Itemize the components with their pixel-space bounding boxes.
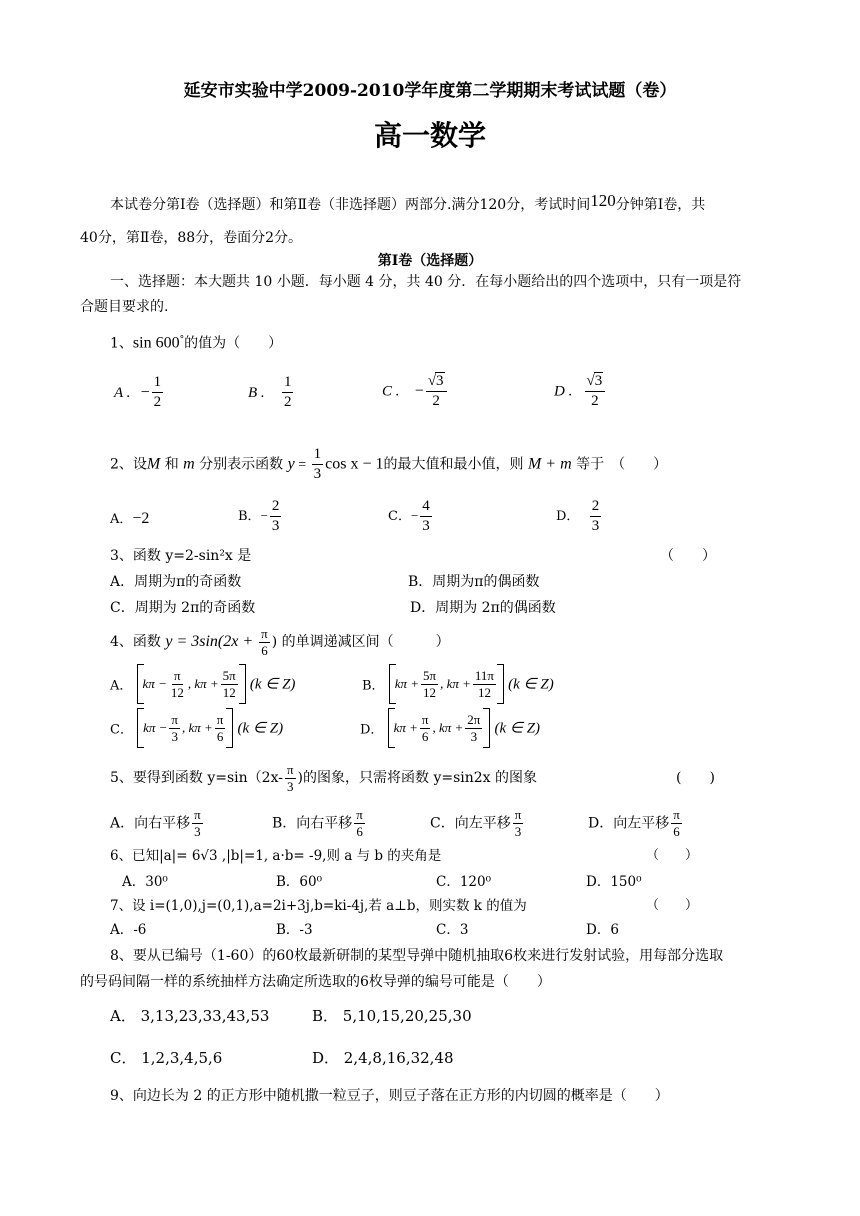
- q1-option-d: D . $\frac{√3}{2}$: [554, 372, 607, 410]
- q7-option-b: B．-3: [276, 922, 313, 938]
- section-heading: 第Ⅰ卷（选择题）: [377, 253, 483, 269]
- q7-option-a: A．-6: [110, 922, 147, 938]
- q7-answer-paren: （ ）: [646, 898, 699, 913]
- question-5: 5、要得到函数 y=sin（2x- $\frac{\pi}{3}$ )的图象，只需将函数 y=sin2x 的图象: [110, 761, 538, 794]
- q7-option-d: D．6: [586, 922, 619, 938]
- q6-option-b: B．60⁰: [276, 874, 323, 890]
- q8-option-a: A． 3,13,23,33,43,53: [110, 1007, 270, 1025]
- q2-option-d: D． $\frac{2}{3}$: [556, 498, 600, 534]
- exam-title: 延安市实验中学2009-2010学年度第二学期期末考试试题（卷）: [183, 81, 677, 101]
- q3-option-b: B．周期为π的偶函数: [408, 574, 540, 590]
- q6-option-d: D．150⁰: [586, 874, 642, 890]
- q1-option-c: C . − $\frac{√3}{2}$: [382, 372, 449, 410]
- q6-option-a: A．30⁰: [122, 874, 168, 890]
- q2-option-c: C．− $\frac{4}{3}$: [388, 498, 430, 534]
- instructions-line-1: 一、选择题：本大题共 10 小题．每小题 4 分，共 40 分．在每小题给出的四个选项中，只有一项是符: [110, 274, 742, 290]
- q4-option-a: A． kπ − $\frac{\pi}{12}$ , kπ + $\frac{5\pi}{12}$ (k ∈ Z): [110, 664, 295, 704]
- q8-option-b: B． 5,10,15,20,25,30: [312, 1007, 472, 1025]
- q4-option-d: D． kπ + $\frac{\pi}{6}$ , kπ + $\frac{2\pi}{3}$ (k ∈ Z): [360, 708, 540, 748]
- q3-answer-paren: （ ）: [660, 548, 716, 564]
- question-4: 4、函数 y = 3sin(2x + $\frac{\pi}{6}$ ) 的单调递减区间（ ）: [110, 625, 450, 658]
- subject-title: 高一数学: [373, 119, 486, 152]
- q7-option-c: C．3: [436, 922, 469, 938]
- q3-option-c: C．周期为 2π的奇函数: [110, 600, 256, 616]
- q5-option-a: A．向右平移 $\frac{\pi}{3}$: [110, 807, 201, 839]
- q1-option-b: B . $\frac{1}{2}$: [248, 374, 292, 410]
- q3-option-a: A．周期为π的奇函数: [110, 574, 242, 590]
- intro-line-2: 40分，第Ⅱ卷，88分，卷面分2分。: [80, 230, 303, 246]
- q2-option-b: B．− $\frac{2}{3}$: [238, 498, 280, 534]
- q5-option-b: B．向右平移 $\frac{\pi}{6}$: [272, 807, 363, 839]
- question-7: 7、设 i=(1,0),j=(0,1),a=2i+3j,b=ki-4j,若 a⊥b，则实数 k 的值为: [110, 898, 527, 914]
- q6-answer-paren: （ ）: [646, 848, 699, 863]
- q2-option-a: A．−2: [110, 510, 150, 527]
- q4-option-b: B． kπ + $\frac{5\pi}{12}$ , kπ + $\frac{11\pi}{12}$ (k ∈ Z): [362, 664, 554, 704]
- question-6: 6、已知|a|= 6√3 ,|b|=1, a·b= -9,则 a 与 b 的夹角是: [110, 848, 442, 864]
- question-9: 9、向边长为 2 的正方形中随机撒一粒豆子，则豆子落在正方形的内切圆的概率是（ ）: [110, 1088, 669, 1104]
- question-8-line-2: 的号码间隔一样的系统抽样方法确定所选取的6枚导弹的编号可能是（ ）: [80, 974, 551, 990]
- q8-option-c: C． 1,2,3,4,5,6: [110, 1049, 223, 1067]
- q4-option-c: C． kπ − $\frac{\pi}{3}$ , kπ + $\frac{\pi}{6}$ (k ∈ Z): [110, 708, 283, 748]
- question-8-line-1: 8、要从已编号（1-60）的60枚最新研制的某型导弹中随机抽取6枚来进行发射试验，用每部分选取: [110, 948, 724, 964]
- q3-option-d: D．周期为 2π的偶函数: [410, 600, 556, 616]
- q6-option-c: C．120⁰: [436, 874, 492, 890]
- intro-line-1: 本试卷分第Ⅰ卷（选择题）和第Ⅱ卷（非选择题）两部分.满分120分，考试时间120分钟第Ⅰ卷，共: [110, 191, 706, 213]
- question-1: 1、sin 600°的值为（ ）: [110, 334, 283, 352]
- q1-option-a: A . − $\frac{1}{2}$: [114, 374, 162, 410]
- q8-option-d: D． 2,4,8,16,32,48: [312, 1049, 454, 1067]
- question-3: 3、函数 y=2-sin²x 是: [110, 548, 252, 564]
- q5-answer-paren: ( ): [676, 770, 715, 786]
- instructions-line-2: 合题目要求的.: [80, 299, 169, 315]
- q5-option-d: D．向左平移 $\frac{\pi}{6}$: [588, 807, 680, 839]
- question-2: 2、设M 和 m 分别表示函数 y = $\frac{1}{3}$ cos x − 1的最大值和最小值，则 M + m 等于 （ ）: [110, 446, 668, 482]
- q5-option-c: C．向左平移 $\frac{\pi}{3}$: [430, 807, 522, 839]
